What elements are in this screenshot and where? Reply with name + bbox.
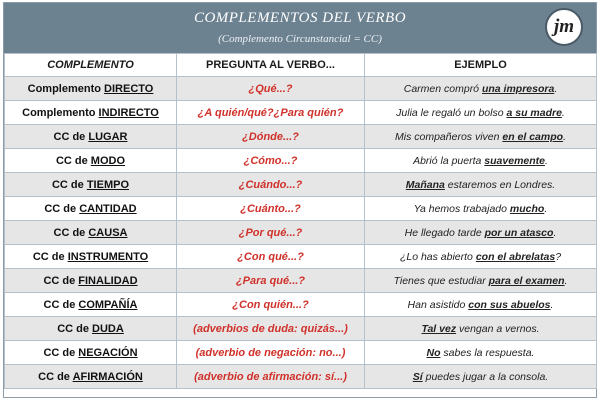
example-cell (365, 269, 597, 293)
page-subtitle: (Complemento Circunstancial = CC) (218, 33, 382, 45)
example-text-after: . (550, 298, 554, 311)
example-cell (365, 197, 597, 221)
example-text-after: . (544, 202, 548, 215)
example-text-after: sabes la respuesta. (440, 346, 535, 359)
complement-cell (5, 341, 177, 365)
complement-keyword: LUGAR (88, 130, 128, 143)
table-row (5, 317, 597, 341)
question-cell: ¿A quién/qué?¿Para quién? (177, 101, 365, 125)
example-highlight: No (426, 346, 441, 359)
complement-keyword: NEGACIÓN (78, 346, 138, 359)
page-title: COMPLEMENTOS DEL VERBO (193, 10, 407, 26)
table-row (5, 149, 597, 173)
complement-keyword: FINALIDAD (78, 274, 138, 287)
complement-prefix: CC de (53, 226, 89, 239)
table-row (5, 341, 597, 365)
question-cell: ¿Con quién...? (177, 293, 365, 317)
table-row (5, 197, 597, 221)
example-text-after: estaremos en Londres. (444, 178, 556, 191)
complement-cell (5, 125, 177, 149)
example-cell (365, 221, 597, 245)
table-row (5, 365, 597, 389)
example-cell (365, 125, 597, 149)
example-text-before: Carmen compró (403, 82, 482, 95)
example-cell (365, 245, 597, 269)
example-highlight: una impresora (481, 82, 555, 95)
complement-prefix: Complemento (27, 82, 105, 95)
complement-keyword: TIEMPO (86, 178, 129, 191)
complement-keyword: INSTRUMENTO (67, 250, 149, 263)
example-highlight: suavemente (484, 154, 545, 167)
complement-cell (5, 77, 177, 101)
complement-cell (5, 293, 177, 317)
jm-logo: jm (545, 8, 583, 46)
example-highlight: a su madre (506, 106, 562, 119)
example-highlight: mucho (509, 202, 545, 215)
example-cell (365, 101, 597, 125)
question-cell: ¿Qué...? (177, 77, 365, 101)
complement-keyword: CANTIDAD (79, 202, 137, 215)
example-cell (365, 317, 597, 341)
complement-cell (5, 173, 177, 197)
example-text-before: Mis compañeros viven (395, 130, 503, 143)
example-text-before: Julia le regaló un bolso (396, 106, 507, 119)
column-header-pregunta: PREGUNTA AL VERBO... (177, 54, 365, 77)
complement-prefix: CC de (57, 322, 93, 335)
example-highlight: por un atasco (484, 226, 554, 239)
complement-cell (5, 245, 177, 269)
question-cell: ¿Con qué...? (177, 245, 365, 269)
example-cell (365, 365, 597, 389)
example-text-before: He llegado tarde (404, 226, 485, 239)
example-text-after: . (563, 130, 566, 143)
complements-table (4, 53, 597, 389)
example-text-before: ¿Lo has abierto (399, 250, 476, 263)
complement-prefix: CC de (51, 178, 87, 191)
complement-cell (5, 317, 177, 341)
table-header-row (5, 54, 597, 77)
complement-prefix: CC de (43, 346, 79, 359)
table-row (5, 269, 597, 293)
complement-keyword: AFIRMACIÓN (72, 370, 143, 383)
question-cell: (adverbio de negación: no...) (177, 341, 365, 365)
complements-chart (3, 2, 597, 398)
table-row (5, 77, 597, 101)
table-row (5, 245, 597, 269)
example-text-before: Han asistido (407, 298, 469, 311)
table-row (5, 221, 597, 245)
example-highlight: Tal vez (421, 322, 457, 335)
example-text-before: Tienes que estudiar (393, 274, 489, 287)
table-row (5, 125, 597, 149)
example-text-before: Abrió la puerta (413, 154, 485, 167)
complement-cell (5, 149, 177, 173)
example-text-after: . (554, 82, 558, 95)
complement-keyword: MODO (90, 154, 126, 167)
table-row (5, 173, 597, 197)
column-header-ejemplo: EJEMPLO (365, 54, 597, 77)
complement-cell (5, 269, 177, 293)
complement-keyword: COMPAÑÍA (78, 298, 138, 311)
complement-keyword: CAUSA (88, 226, 128, 239)
question-cell: ¿Cuándo...? (177, 173, 365, 197)
example-text-after: . (553, 226, 557, 239)
example-cell (365, 293, 597, 317)
example-text-after: . (561, 106, 565, 119)
example-text-after: . (564, 274, 568, 287)
example-text-after: puedes jugar a la consola. (422, 370, 549, 383)
complement-prefix: CC de (32, 250, 68, 263)
example-text-after: vengan a vernos. (456, 322, 540, 335)
example-cell (365, 77, 597, 101)
example-text-after: ? (555, 250, 562, 263)
example-cell (365, 341, 597, 365)
example-text-after: . (545, 154, 548, 167)
example-highlight: para el examen (488, 274, 565, 287)
complement-keyword: INDIRECTO (98, 106, 159, 119)
example-highlight: en el campo (502, 130, 564, 143)
question-cell: ¿Cómo...? (177, 149, 365, 173)
title-bar (4, 3, 596, 53)
complement-prefix: CC de (44, 202, 80, 215)
question-cell: ¿Para qué...? (177, 269, 365, 293)
example-highlight: con sus abuelos (468, 298, 551, 311)
table-row (5, 293, 597, 317)
example-cell (365, 149, 597, 173)
complement-prefix: CC de (43, 298, 79, 311)
table-row (5, 101, 597, 125)
example-text-before: Ya hemos trabajado (413, 202, 510, 215)
complement-keyword: DUDA (92, 322, 124, 335)
question-cell: ¿Dónde...? (177, 125, 365, 149)
complement-prefix: CC de (53, 130, 89, 143)
question-cell: (adverbio de afirmación: sí...) (177, 365, 365, 389)
example-highlight: Mañana (405, 178, 445, 191)
complement-prefix: CC de (43, 274, 79, 287)
example-highlight: con el abrelatas (475, 250, 556, 263)
question-cell: ¿Cuánto...? (177, 197, 365, 221)
complement-cell (5, 197, 177, 221)
question-cell: ¿Por qué...? (177, 221, 365, 245)
complement-prefix: CC de (38, 370, 73, 383)
example-highlight: Sí (412, 370, 423, 383)
question-cell: (adverbios de duda: quizás...) (177, 317, 365, 341)
complement-keyword: DIRECTO (104, 82, 154, 95)
complement-prefix: CC de (55, 154, 91, 167)
complement-prefix: Complemento (22, 106, 99, 119)
complement-cell (5, 101, 177, 125)
complement-cell (5, 221, 177, 245)
complement-cell (5, 365, 177, 389)
example-cell (365, 173, 597, 197)
column-header-complemento: COMPLEMENTO (5, 54, 177, 77)
